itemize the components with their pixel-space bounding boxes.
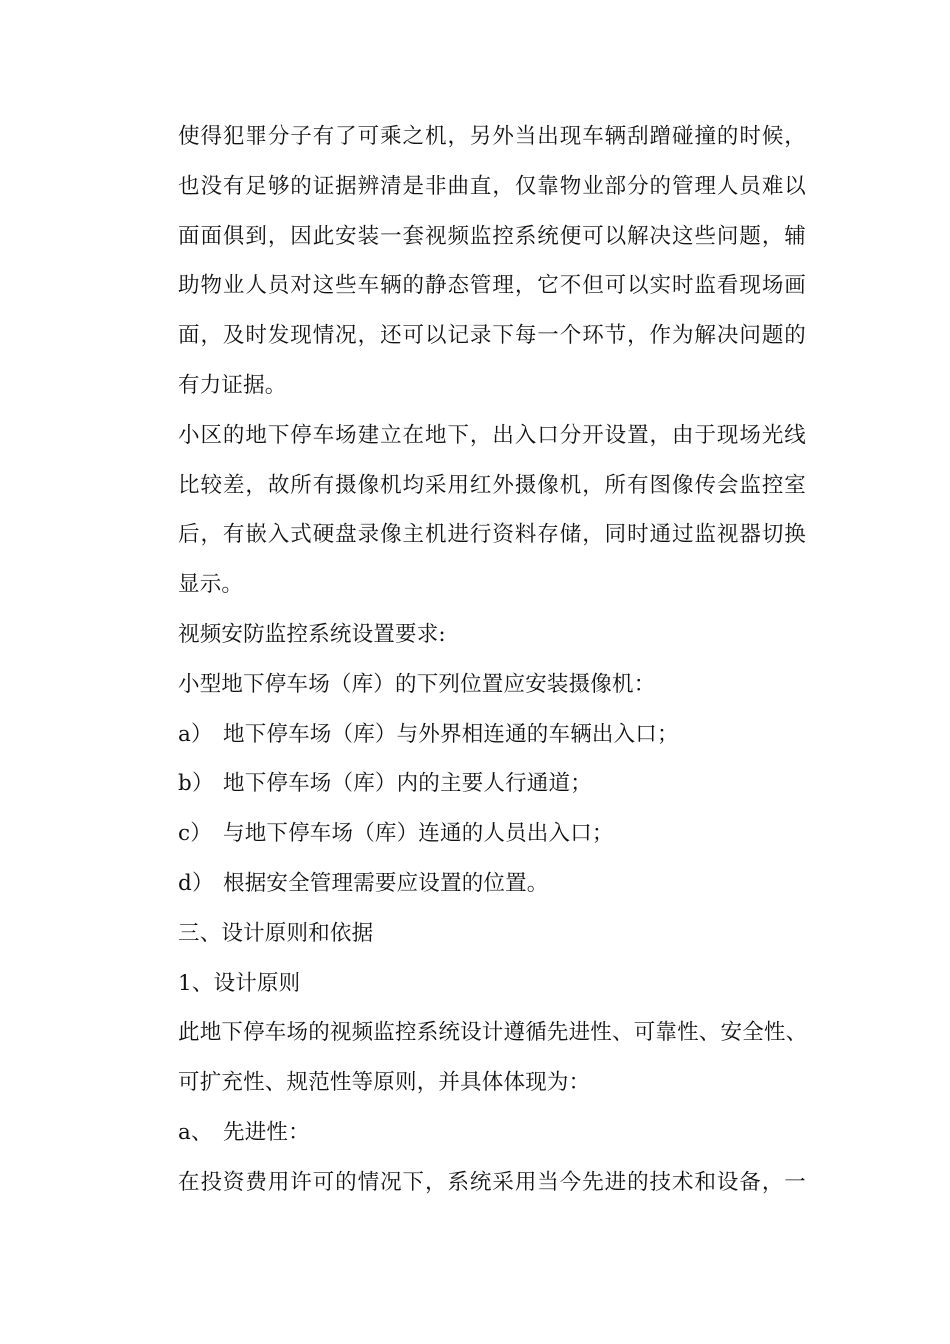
paragraph-2-line-3: 后，有嵌入式硬盘录像主机进行资料存储，同时通过监视器切换 xyxy=(178,522,806,548)
requirement-item-b xyxy=(178,759,818,809)
paragraph-2-line-4: 显示。 xyxy=(178,572,244,598)
list-marker: c） xyxy=(178,821,212,847)
list-item-text: 地下停车场（库）内的主要人行通道； xyxy=(223,771,592,797)
subsection-heading: 1、设计原则 xyxy=(178,970,301,996)
requirement-item-c xyxy=(178,809,818,859)
paragraph-3-line-1: 此地下停车场的视频监控系统设计遵循先进性、可靠性、安全性、 xyxy=(178,1020,808,1046)
paragraph-1-line-2: 也没有足够的证据辨清是非曲直，仅靠物业部分的管理人员难以 xyxy=(178,173,806,199)
principle-title: 先进性： xyxy=(223,1119,310,1145)
list-marker: a） xyxy=(178,721,213,747)
paragraph-2-line-1: 小区的地下停车场建立在地下，出入口分开设置，由于现场光线 xyxy=(178,422,806,448)
paragraph-3-line-2: 可扩充性、规范性等原则，并具体体现为： xyxy=(178,1070,591,1096)
list-item-text: 地下停车场（库）与外界相连通的车辆出入口； xyxy=(223,721,679,747)
document-body xyxy=(178,112,818,1208)
list-item-text: 与地下停车场（库）连通的人员出入口； xyxy=(223,821,614,847)
list-marker: b） xyxy=(178,771,214,797)
paragraph-1-line-6: 有力证据。 xyxy=(178,372,287,398)
requirement-item-a xyxy=(178,710,818,760)
list-marker: d） xyxy=(178,870,214,896)
paragraph-1-line-5: 面，及时发现情况，还可以记录下每一个环节，作为解决问题的 xyxy=(178,323,806,349)
requirements-heading: 视频安防监控系统设置要求: xyxy=(178,621,446,647)
paragraph-1-line-3: 面面俱到，因此安装一套视频监控系统便可以解决这些问题，辅 xyxy=(178,223,806,249)
list-marker: a、 xyxy=(178,1119,213,1145)
list-item-text: 根据安全管理需要应设置的位置。 xyxy=(223,870,549,896)
section-heading: 三、设计原则和依据 xyxy=(178,920,374,946)
requirement-item-d xyxy=(178,859,818,909)
paragraph-2-line-2: 比较差，故所有摄像机均采用红外摄像机，所有图像传会监控室 xyxy=(178,472,806,498)
requirements-intro: 小型地下停车场（库）的下列位置应安装摄像机： xyxy=(178,671,656,697)
paragraph-1-line-4: 助物业人员对这些车辆的静态管理，它不但可以实时监看现场画 xyxy=(178,273,806,299)
paragraph-4-line-1: 在投资费用许可的情况下，系统采用当今先进的技术和设备，一 xyxy=(178,1169,806,1195)
principle-a xyxy=(178,1108,818,1158)
paragraph-1-line-1: 使得犯罪分子有了可乘之机，另外当出现车辆刮蹭碰撞的时候， xyxy=(178,124,806,149)
